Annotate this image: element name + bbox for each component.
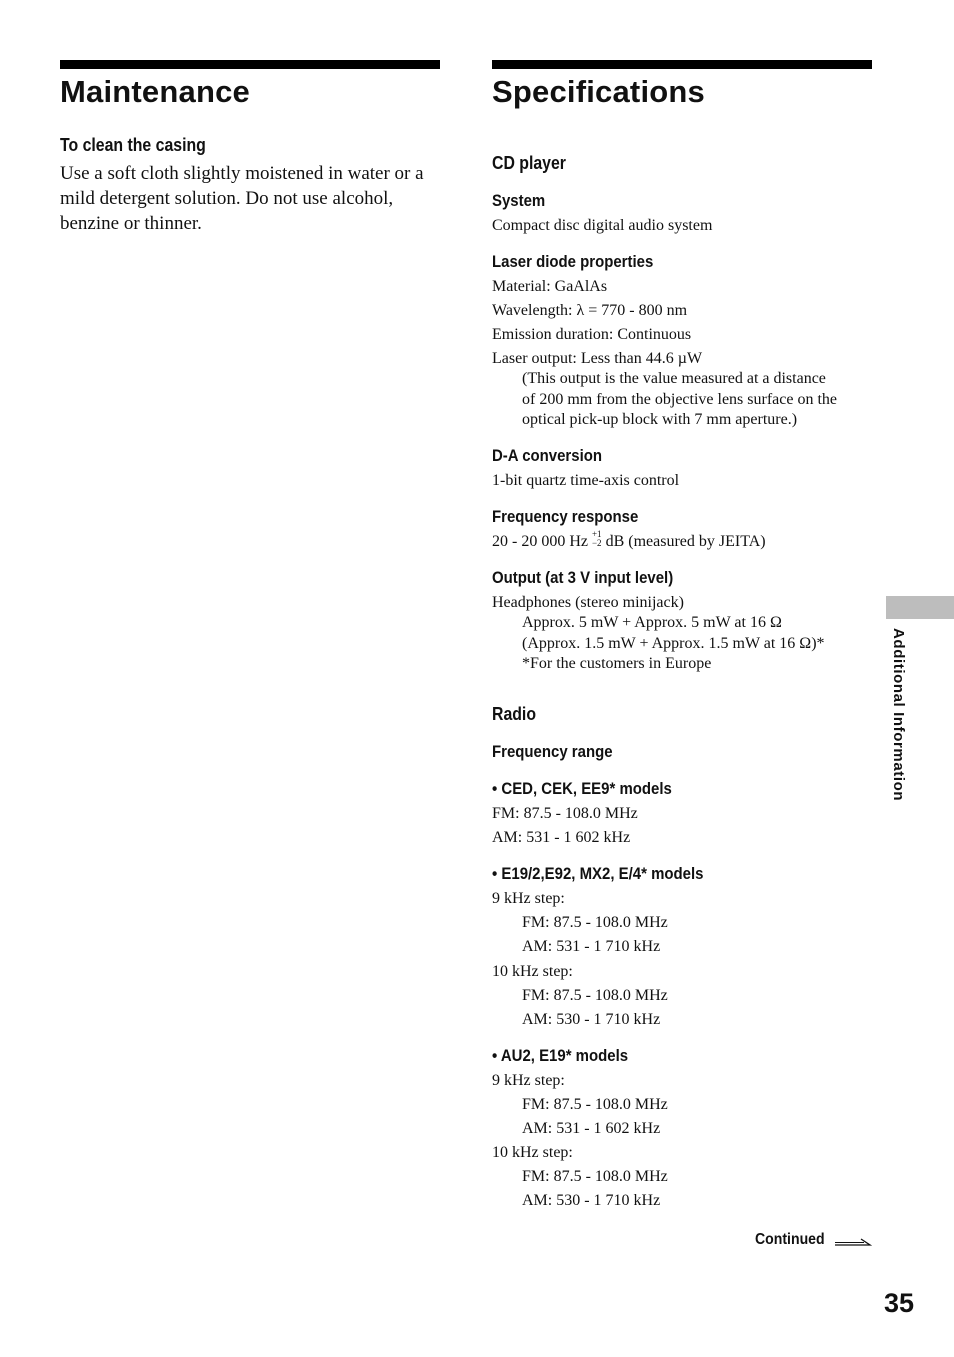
laser-wavelength: Wavelength: λ = 770 - 800 nm: [492, 302, 688, 319]
freq-response-suffix: dB (measured by JEITA): [605, 533, 766, 550]
da-conversion-label: D-A conversion: [492, 446, 603, 465]
maintenance-title: Maintenance: [60, 74, 250, 109]
da-conversion-value: 1-bit quartz time-axis control: [492, 472, 680, 489]
model-group-3-step-9: 9 kHz step:: [492, 1072, 565, 1089]
cleaning-subheading: To clean the casing: [60, 135, 206, 155]
model-group-3-am-9: AM: 531 - 1 602 kHz: [522, 1120, 661, 1137]
output-line-1: Headphones (stereo minijack): [492, 594, 684, 611]
maintenance-section: [60, 60, 440, 234]
frequency-response-value: [492, 529, 766, 550]
output-line-2: Approx. 5 mW + Approx. 5 mW at 16 Ω: [522, 614, 782, 631]
freq-response-prefix: 20 - 20 000 Hz: [492, 533, 588, 550]
model-group-2-step-10: 10 kHz step:: [492, 963, 573, 980]
model-group-3-fm-10: FM: 87.5 - 108.0 MHz: [522, 1168, 668, 1185]
frequency-range-label: Frequency range: [492, 742, 613, 761]
cd-player-heading: CD player: [492, 153, 566, 173]
page-number: 35: [884, 1288, 915, 1318]
tolerance-stack: [592, 530, 602, 548]
model-group-1-label: • CED, CEK, EE9* models: [492, 779, 672, 798]
output-line-3: (Approx. 1.5 mW + Approx. 1.5 mW at 16 Ω)*: [522, 635, 825, 652]
radio-heading: Radio: [492, 704, 537, 724]
model-group-2-fm-10: FM: 87.5 - 108.0 MHz: [522, 987, 668, 1004]
system-value: Compact disc digital audio system: [492, 217, 713, 234]
model-group-1-am: AM: 531 - 1 602 kHz: [492, 829, 631, 846]
laser-label: Laser diode properties: [492, 252, 654, 271]
model-group-3-step-10: 10 kHz step:: [492, 1144, 573, 1161]
tolerance-plus: +1: [591, 529, 602, 539]
model-group-2-label: • E19/2,E92, MX2, E/4* models: [492, 864, 704, 883]
model-group-1-fm: FM: 87.5 - 108.0 MHz: [492, 805, 638, 822]
specifications-rule: [492, 60, 872, 69]
cleaning-instructions: Use a soft cloth slightly moistened in water or a mild detergent solution. Do not use alcohol, benzine or thinner.: [60, 163, 424, 234]
section-side-label: Additional Information: [890, 628, 907, 802]
laser-note-line-2: of 200 mm from the objective lens surface on the: [522, 391, 838, 408]
model-group-2-step-9: 9 kHz step:: [492, 890, 565, 907]
model-group-3-am-10: AM: 530 - 1 710 kHz: [522, 1192, 661, 1209]
model-group-2-am-10: AM: 530 - 1 710 kHz: [522, 1011, 661, 1028]
model-group-2-fm-9: FM: 87.5 - 108.0 MHz: [522, 914, 668, 931]
specifications-title: Specifications: [492, 74, 705, 109]
output-line-4: *For the customers in Europe: [522, 655, 712, 672]
output-label: Output (at 3 V input level): [492, 568, 674, 587]
maintenance-rule: [60, 60, 440, 69]
specifications-section: [492, 60, 872, 1209]
laser-note-line-1: (This output is the value measured at a distance: [522, 370, 826, 387]
system-label: System: [492, 191, 546, 210]
model-group-3-label: • AU2, E19* models: [492, 1046, 629, 1065]
frequency-response-label: Frequency response: [492, 507, 639, 526]
laser-material: Material: GaAlAs: [492, 278, 608, 295]
laser-emission: Emission duration: Continuous: [492, 326, 692, 343]
tolerance-minus: −2: [591, 538, 602, 548]
continued-label: Continued: [755, 1231, 825, 1248]
laser-note-line-3: optical pick-up block with 7 mm aperture.): [522, 411, 798, 428]
section-tab-marker: [886, 596, 954, 619]
model-group-3-fm-9: FM: 87.5 - 108.0 MHz: [522, 1096, 668, 1113]
continued-arrow-icon: [834, 1236, 872, 1248]
laser-output: Laser output: Less than 44.6 µW: [492, 350, 703, 367]
model-group-2-am-9: AM: 531 - 1 710 kHz: [522, 938, 661, 955]
